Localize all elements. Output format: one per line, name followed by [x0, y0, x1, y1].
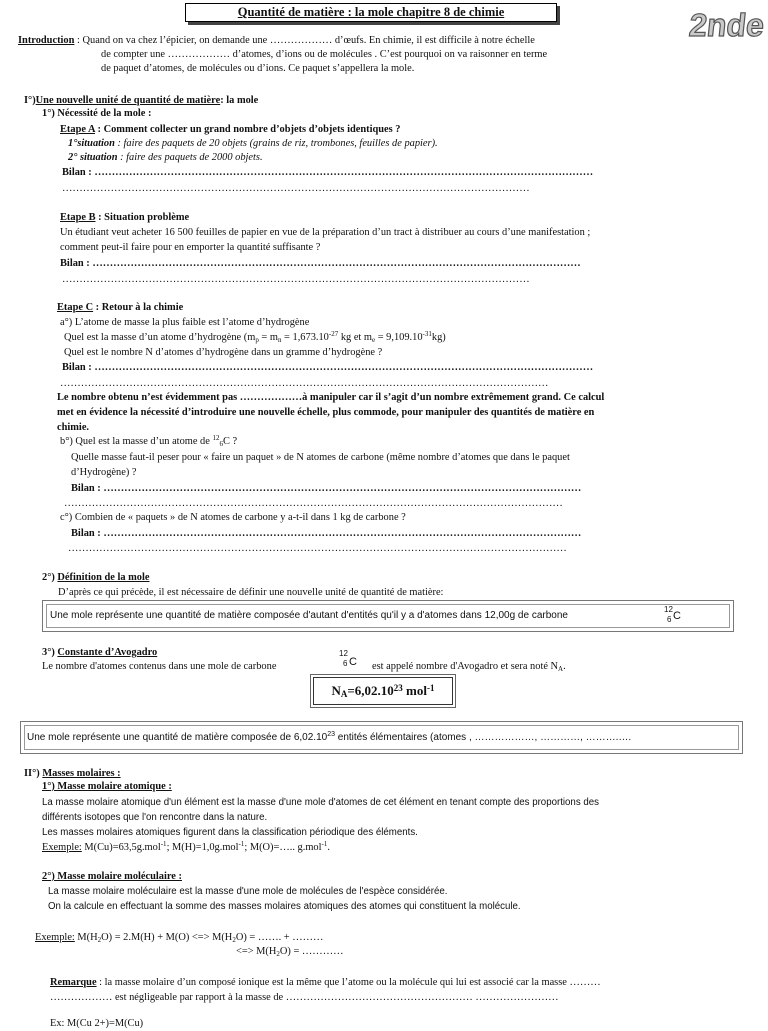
atomic-mass-line-1: La masse molaire atomique d'un élément est la masse d'une mole d'atomes de cet élément en tenant compte des proportions des [42, 797, 599, 808]
intro-line-3: de paquet d’atomes, de molécules ou d’ions. Ce paquet s’appellera la mole. [101, 63, 415, 74]
etape-b-line-1: Un étudiant veut acheter 16 500 feuilles de papier en vue de la préparation d’un tract à distribuer au cours d’une manifestation ; [60, 227, 591, 238]
atomic-mass-line-2: différents isotopes que l'on rencontre dans la nature. [42, 812, 268, 823]
etape-c-b-line-3: d’Hydrogène) ? [71, 467, 137, 478]
subsection-2-1-heading: 1°) Masse molaire atomique : [42, 781, 172, 792]
intro-line-2: de compter une ……………… d’atomes, d’ions ou de molécules . C’est pourquoi on va raisonner en terme [101, 49, 548, 60]
etape-c-a-line-3: Quel est le nombre N d’atomes d’hydrogène dans un gramme d’hydrogène ? [64, 347, 383, 358]
etape-a-situation-1: 1°situation : faire des paquets de 20 objets (grains de riz, trombones, feuilles de papier). [68, 138, 438, 149]
subsection-2-heading: 2°) Définition de la mole [42, 572, 150, 583]
subsection-2-2-heading: 2°) Masse molaire moléculaire : [42, 871, 182, 882]
molecular-mass-example-line-1: Exemple: M(H2O) = 2.M(H) + M(O) <=> M(H2O) = ……. + ……… [35, 932, 324, 944]
avogadro-carbon-symbol: C [349, 656, 357, 668]
ionic-example: Ex: M(Cu 2+)=M(Cu) [50, 1018, 144, 1029]
avogadro-constant-box: $NA=6,02.10^{23}$ mol$^{-1}$ [313, 677, 453, 705]
mole-definition-box [42, 600, 734, 632]
molecular-mass-line-2: On la calcule en effectuant la somme des masses molaires atomiques des atomes qui constituent la molécule. [48, 901, 521, 912]
subsection-2-text: D’après ce qui précède, il est nécessaire de définir une nouvelle unité de quantité de matière: [58, 587, 444, 598]
etape-a-heading: Etape A : Comment collecter un grand nombre d’objets d’objets identiques ? [60, 124, 401, 135]
etape-c-bold-line-3: chimie. [57, 422, 90, 433]
mole-entities-text: Une mole représente une quantité de matière composée de 6,02.10$^{23}$ entités élémentaires (atomes , ………………, …………, ……….…. [27, 731, 632, 743]
etape-c-bold-line-2: met en évidence la nécessité d’introduire une nouvelle échelle, plus commode, pour manipuler des quantités de matière en [57, 407, 595, 418]
etape-c-b-bilan: Bilan : ………………………………………………………………………………………………………………………… [71, 483, 582, 494]
intro-line-1: Introduction : Quand on va chez l’épicier, on demande une ……………… d’œufs. En chimie, il est difficile à notre échelle [18, 35, 535, 46]
carbon-nuclide-symbol: C [673, 610, 681, 622]
etape-b-line-2: comment peut-il faire pour en emporter la quantité suffisante ? [60, 242, 321, 253]
etape-c-dots: …………………………………………………………………………………………………………………………… [60, 378, 549, 389]
mole-entities-box [20, 721, 743, 754]
etape-c-a-line-2: Quel est la masse d’un atome d’hydrogène (mp = mn = $1,673.10^{-27}$ kg et me = $9,109.10^{-31}kg$) [64, 330, 446, 344]
section-2-heading: II°) Masses molaires : [24, 768, 121, 779]
avogadro-carbon-number: 6 [343, 659, 348, 668]
etape-c-b-line-1: b°) Quel est la masse d’un atome de $^{12}$6C ? [60, 434, 238, 448]
etape-c-c-dots: ……………………………………………………………………………………………………………………………… [68, 543, 567, 554]
section-1-heading: I°)Une nouvelle unité de quantité de matière: la mole [24, 95, 259, 106]
etape-c-heading: Etape C : Retour à la chimie [57, 302, 184, 313]
etape-c-b-line-2: Quelle masse faut-il peser pour « faire un paquet » de N atomes de carbone (même nombre d’atomes que dans le paquet [71, 452, 570, 463]
intro-label: Introduction [18, 35, 75, 46]
remark-line-1: Remarque : la masse molaire d’un composé ionique est la même que l’atome ou la molécule qui lui est associé car la masse ……… [50, 977, 601, 988]
grade-badge-logo [687, 0, 766, 44]
subsection-3-heading: 3°) Constante d’Avogadro [42, 647, 158, 658]
etape-c-b-dots: ……………………………………………………………………………………………………………………………… [64, 498, 563, 509]
avogadro-text-end: est appelé nombre d'Avogadro et sera noté NA. [372, 661, 566, 673]
etape-b-dots: ……………………………………………………………………………………………………………………… [62, 274, 530, 285]
molecular-mass-line-1: La masse molaire moléculaire est la masse d'une mole de molécules de l'espèce considérée. [48, 886, 448, 897]
atomic-mass-example: Exemple: M(Cu)=63,5g.mol$^{-1}$; M(H)=1,0g.mol$^{-1}$; M(O)=….. g.mol$^{-1}$. [42, 840, 330, 853]
etape-c-bold-line-1: Le nombre obtenu n’est évidemment pas ………………à manipuler car il s’agit d’un nombre extrêmement grand. Ce calcul [57, 392, 605, 403]
subsection-1-heading: 1°) Nécessité de la mole : [42, 108, 152, 119]
remark-line-2: ……………… est négligeable par rapport à la masse de ……………………………………………… …………………… [50, 992, 559, 1003]
mole-definition-text: Une mole représente une quantité de matière composée d'autant d'entités qu'il y a d'atomes dans 12,00g de carbone [50, 610, 568, 621]
etape-b-heading: Etape B : Situation problème [60, 212, 190, 223]
page-title: Quantité de matière : la mole chapitre 8 de chimie [185, 3, 557, 22]
grade-badge-text: 2nde [687, 7, 766, 43]
etape-c-c-line-1: c°) Combien de « paquets » de N atomes de carbone y a-t-il dans 1 kg de carbone ? [60, 512, 406, 523]
molecular-mass-example-line-2: <=> M(H2O) = ………… [236, 946, 344, 958]
etape-b-bilan: Bilan : …………………………………………………………………………………………………………………………… [60, 258, 581, 269]
avogadro-text: Le nombre d'atomes contenus dans une mole de carbone [42, 661, 277, 672]
atomic-mass-line-3: Les masses molaires atomiques figurent dans la classification périodique des éléments. [42, 827, 418, 838]
avogadro-carbon-mass: 12 [339, 649, 348, 658]
etape-a-dots: ……………………………………………………………………………………………………………………… [62, 183, 530, 194]
carbon-nuclide-mass: 12 [664, 605, 673, 614]
etape-c-bilan: Bilan : ……………………………………………………………………………………………………………………………… [62, 362, 594, 373]
etape-a-situation-2: 2° situation : faire des paquets de 2000 objets. [68, 152, 263, 163]
etape-c-a-line-1: a°) L’atome de masse la plus faible est l’atome d’hydrogène [60, 317, 310, 328]
etape-c-c-bilan: Bilan : ………………………………………………………………………………………………………………………… [71, 528, 582, 539]
etape-a-bilan: Bilan : ……………………………………………………………………………………………………………………………… [62, 167, 594, 178]
carbon-nuclide-number: 6 [667, 615, 672, 624]
